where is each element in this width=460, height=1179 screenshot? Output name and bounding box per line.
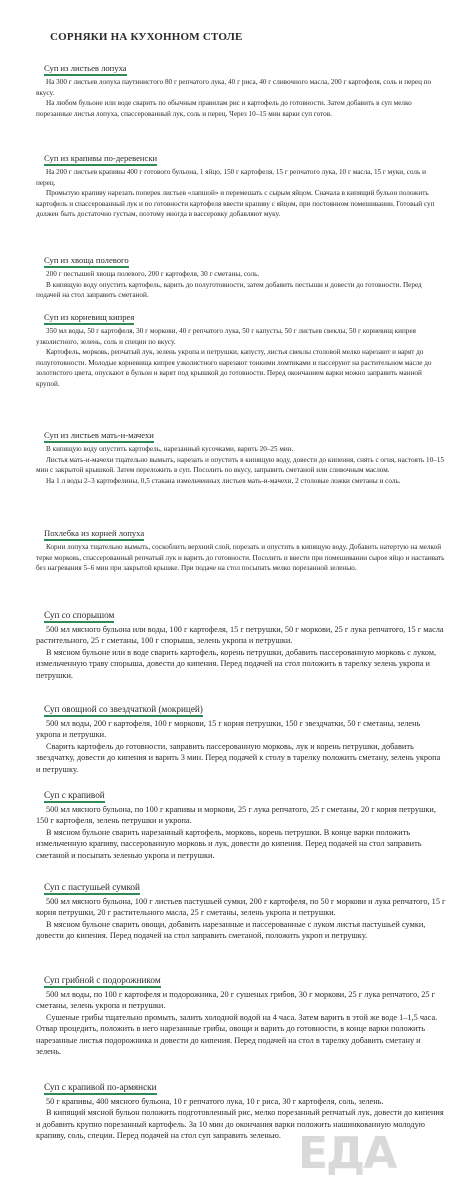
recipe-section	[36, 250, 446, 301]
recipe-paragraph: В мясном бульоне сварить овощи, добавить нарезанные и пассерованные с луком листья пастушьей сумки, довести до кипения. Перед подачей на стол заправить сметаной, положить укроп и петрушку.	[36, 919, 426, 941]
recipe-body	[36, 718, 446, 775]
recipe-title: Суп с крапивой по-армянски	[44, 1082, 157, 1095]
recipe-section	[36, 523, 446, 574]
recipe-paragraph: 350 мл воды, 50 г картофеля, 30 г моркови, 40 г репчатого лука, 50 г капусты, 50 г листьев свеклы, 50 г корневищ кипрея узколистного, зелень, соль и специи по вкусу.	[36, 327, 416, 346]
recipe-body	[36, 77, 446, 119]
recipe-paragraph: Сушеные грибы тщательно промыть, залить холодной водой на 4 часа. Затем варить в этой же воде 1–1,5 часа. Отвар процедить, положить в него нарезанные грибы, овощи и варить до готовности, в конце варки положить нарезанные листья подорожника и довести до кипения. Перед подачей на стол в тарелку добавить сметану и зелень.	[36, 1012, 438, 1057]
recipe-title: Суп из листьев лопуха	[44, 63, 127, 76]
recipe-paragraph: 50 г крапивы, 400 мясного бульона, 10 г репчатого лука, 10 г риса, 30 г картофеля, соль, зелень.	[46, 1097, 384, 1106]
recipe-paragraph: В мясном бульоне сварить нарезанный картофель, морковь, корень петрушки. В конце варки положить измельченную крапиву, пассерованную морковь и лук, довести до кипения. Перед подачей на стол заправить сметаной и посыпать зеленью укропа и петрушки.	[36, 827, 422, 860]
recipe-paragraph: На 200 г листьев крапивы 400 г готового бульона, 1 яйцо, 150 г картофеля, 15 г репчатого лука, 10 г масла, 15 г муки, соль и перец.	[36, 168, 426, 187]
recipe-paragraph: Картофель, морковь, репчатый лук, зелень укропа и петрушки, капусту, листья свеклы столовой мелко нарезают и варят до полуготовности. Молодые корневища кипрея узколистного нарезают тонкими ломтиками и пассеруют на растительном масле до золотистого цвета, опускают в бульон и варят под крышкой до готовности. Перед окончанием варки можно заправить манной крупой.	[36, 348, 432, 388]
recipe-title: Суп из корневищ кипрея	[44, 312, 134, 325]
recipe-section	[36, 58, 446, 119]
recipe-body	[36, 326, 446, 390]
recipe-title: Суп из листьев мать-и-мачехи	[44, 430, 154, 443]
recipe-paragraph: В мясном бульоне или в воде сварить картофель, корень петрушки, добавить пассерованную морковь с луком, измельченную траву спорыша, довести до кипения. Перед подачей на стол положить в тарелку зелень укропа и петрушки.	[36, 647, 437, 680]
recipe-paragraph: В кипящую воду опустить картофель, нарезанный кусочками, варить 20–25 мин.	[46, 445, 294, 453]
recipe-body	[36, 624, 446, 681]
recipe-body	[36, 989, 446, 1057]
recipe-body	[36, 444, 446, 486]
recipe-paragraph: 500 мл мясного бульона, по 100 г крапивы и моркови, 25 г лука репчатого, 25 г сметаны, 20 г корня петрушки, 150 г картофеля, зелень петрушки и укропа.	[36, 805, 436, 826]
recipe-title: Суп из хвоща полевого	[44, 255, 129, 268]
recipe-section	[36, 605, 446, 681]
recipe-title: Суп с крапивой	[44, 790, 105, 803]
recipe-section	[36, 699, 446, 775]
recipe-section	[36, 877, 446, 942]
recipe-paragraph: В кипящий мясной бульон положить подготовленный рис, мелко порезанный репчатый лук, довести до кипения и добавить крупно порезанный картофель. За 10 мин до окончания варки положить нашинкованную молодую крапиву, соль, специи. Перед подачей на стол суп заправить зеленью.	[36, 1108, 444, 1141]
recipe-body	[36, 542, 446, 574]
recipe-body	[36, 167, 446, 220]
recipe-section	[36, 785, 446, 861]
recipe-title: Суп грибной с подорожником	[44, 975, 161, 988]
recipe-title: Похлебка из корней лопуха	[44, 528, 144, 541]
recipe-paragraph: Промытую крапиву нарезать поперек листьев «лапшой» и перемешать с сырым яйцом. Сначала в кипящий бульон положить картофель и спассерованный лук и по готовности картофеля ввести крапиву с яйцом, при постоянном помешивании. Готовый суп должен быть достаточно густым, поэтому иногда в вассеровку добавляют муку.	[36, 189, 435, 219]
watermark-logo: ЕДА	[298, 1128, 396, 1179]
recipe-paragraph: 500 мл воды, по 100 г картофеля и подорожника, 20 г сушеных грибов, 30 г моркови, 25 г лука репчатого, 25 г сметаны, зелень укропа и петрушки.	[36, 990, 436, 1011]
recipe-title: Суп с пастушьей сумкой	[44, 882, 140, 895]
recipe-paragraph: На 1 л воды 2–3 картофелины, 0,5 стакана измельченных листьев мать-и-мачехи, 2 столовые ложки сметаны и соль.	[46, 476, 401, 485]
recipe-paragraph: 500 мл воды, 200 г картофеля, 100 г моркови, 15 г корня петрушки, 150 г звездчатки, 50 г сметаны, зелень укропа и петрушки.	[36, 719, 421, 740]
recipe-title: Суп из крапивы по-деревенски	[44, 153, 157, 166]
recipe-body	[36, 896, 446, 942]
recipe-paragraph: На любом бульоне или воде сварить по обычным правилам рис и картофель до готовности. Затем добавить в суп мелко порезанные листья лопуха, спассерованный лук, соль и перец. Через 10–15 мин варки суп готов.	[36, 99, 412, 118]
document-title: СОРНЯКИ НА КУХОННОМ СТОЛЕ	[50, 31, 243, 43]
recipe-title: Суп со спорышом	[44, 610, 114, 623]
recipe-section	[36, 148, 446, 220]
recipe-paragraph: 500 мл мясного бульона или воды, 100 г картофеля, 15 г петрушки, 50 г моркови, 25 г лука репчатого, 15 г масла растительного, 25 г сметаны, 100 г спорыша, зелень укропа и петрушки.	[36, 625, 444, 646]
recipe-section	[36, 425, 446, 486]
recipe-title: Суп овощной со звездчаткой (мокрицей)	[44, 704, 203, 717]
recipe-body	[36, 804, 446, 861]
recipe-paragraph: Корни лопуха тщательно вымыть, соскоблить верхний слой, порезать и опустить в кипящую воду. Добавить натертую на мелкой терке морковь, спассерованный репчатый лук и варить до готовности. Посолить и ввести при помешивании сырое яйцо и настаивать без нагревания 5–6 мин при закрытой крышке. При подаче на стол посыпать мелко порезанной зеленью.	[36, 543, 445, 573]
recipe-paragraph: 200 г пестышей хвоща полевого, 200 г картофеля, 30 г сметаны, соль.	[46, 270, 260, 278]
recipe-paragraph: Листья мать-и-мачехи тщательно вымыть, нарезать и опустить в кипящую воду, довести до кипения, снять с огня, настоять 10–15 мин с закрытой крышкой. Затем переложить в суп. Посолить по вкусу, заправить сметаной или сливочным маслом.	[36, 455, 444, 475]
recipe-paragraph: 500 мл мясного бульона, 100 г листьев пастушьей сумки, 200 г картофеля, по 50 г моркови и лука репчатого, 15 г корня петрушки, 20 г растительного масла, 25 г сметаны, зелень укропа и петрушки.	[36, 897, 446, 918]
recipe-paragraph: В кипящую воду опустить картофель, варить до полуготовности, затем добавить пестыши и довести до готовности. Перед подачей на стол заправить сметаной.	[36, 280, 422, 300]
recipe-section	[36, 970, 446, 1057]
recipe-section	[36, 307, 446, 390]
recipe-paragraph: На 300 г листьев лопуха паутинистого 80 г репчатого лука, 40 г риса, 40 г сливочного масла, 200 г картофеля, соль и перец по вкусу.	[36, 78, 432, 97]
recipe-body	[36, 269, 446, 301]
recipe-paragraph: Сварить картофель до готовности, заправить пассерованную морковь, лук и корень петрушки, добавить звездчатку, довести до кипения и варить 3 мин. Перед подачей к столу в тарелку положить сметану, зелень укропа и петрушку.	[36, 741, 441, 774]
